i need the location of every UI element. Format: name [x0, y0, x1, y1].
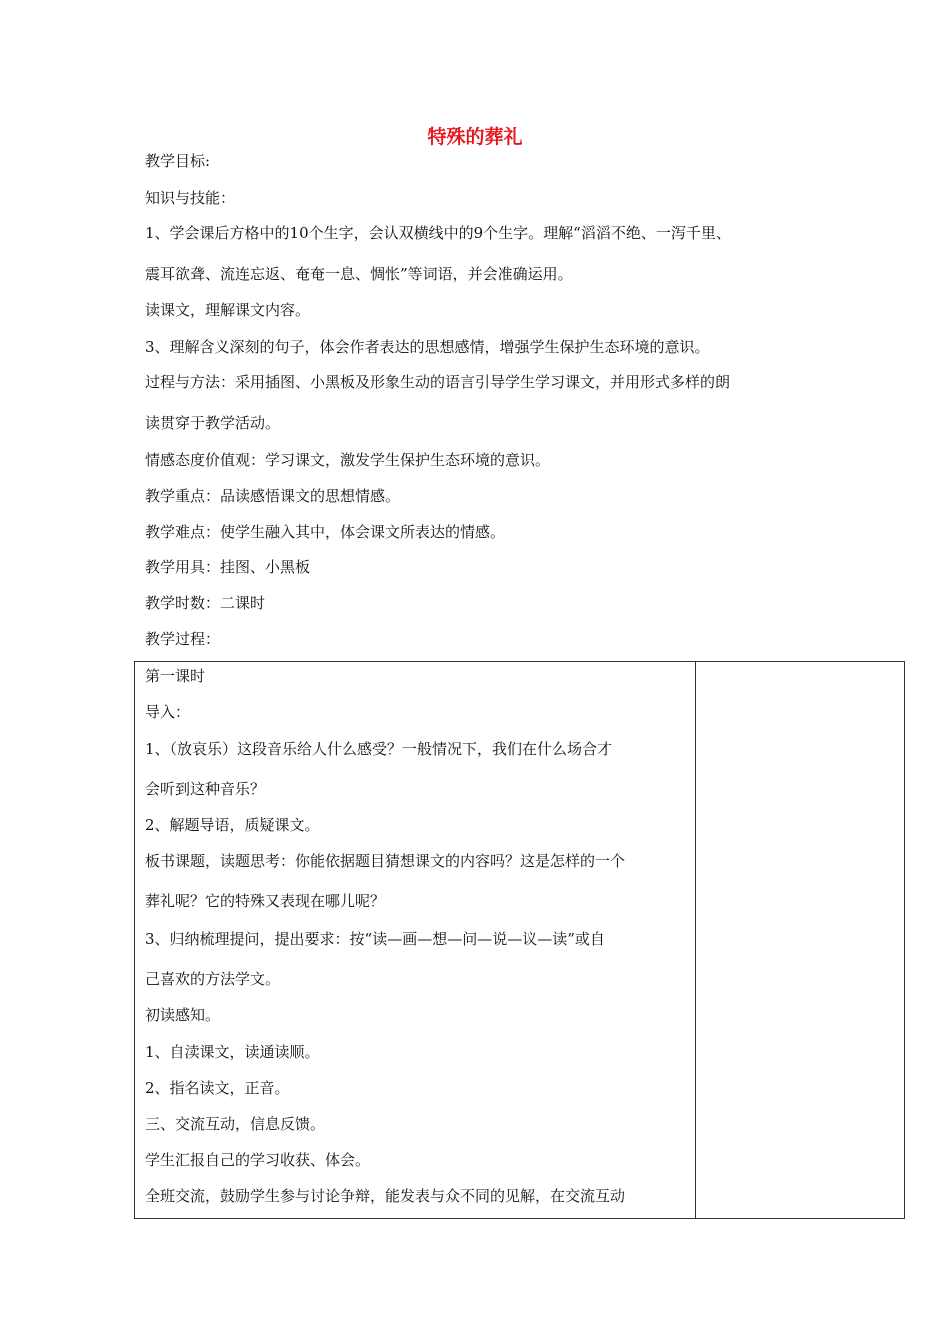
paragraph-line: 教学过程：: [145, 630, 221, 648]
table-row: 3、归纳梳理提问，提出要求：按“读—画—想—问—说—议—读”或自: [145, 930, 605, 948]
table-row: 板书课题，读题思考：你能依据题目猜想课文的内容吗？这是怎样的一个: [145, 852, 626, 870]
table-row: 会听到这种音乐？: [145, 780, 266, 798]
paragraph-line: 教学时数：二课时: [145, 594, 266, 612]
paragraph-line: 读课文，理解课文内容。: [145, 301, 311, 319]
table-row: 2、解题导语，质疑课文。: [145, 816, 320, 834]
paragraph-line: 震耳欲聋、流连忘返、奄奄一息、惆怅”等词语，并会准确运用。: [145, 265, 573, 283]
table-row: 葬礼呢？它的特殊又表现在哪儿呢？: [145, 892, 386, 910]
paragraph-line: 3、理解含义深刻的句子，体会作者表达的思想感情，增强学生保护生态环境的意识。: [145, 338, 710, 356]
paragraph-line: 读贯穿于教学活动。: [145, 414, 281, 432]
table-row: 1、自渎课文，读通读顺。: [145, 1043, 320, 1061]
notes-column: [696, 662, 904, 1218]
table-row: 导入：: [145, 703, 191, 721]
table-row: 己喜欢的方法学文。: [145, 970, 281, 988]
knowledge-skills-heading: 知识与技能：: [145, 189, 236, 207]
paragraph-line: 过程与方法：采用插图、小黑板及形象生动的语言引导学生学习课文，并用形式多样的朗: [145, 373, 731, 391]
paragraph-line: 教学用具：挂图、小黑板: [145, 558, 311, 576]
table-row: 第一课时: [145, 667, 206, 685]
paragraph-line: 教学难点：使学生融入其中，体会课文所表达的情感。: [145, 523, 506, 541]
paragraph-line: 教学重点：品读感悟课文的思想情感。: [145, 487, 401, 505]
table-row: 2、指名读文，正音。: [145, 1079, 290, 1097]
paragraph-line: 情感态度价值观：学习课文，激发学生保护生态环境的意识。: [145, 451, 551, 469]
table-row: 三、交流互动，信息反馈。: [145, 1115, 326, 1133]
table-row: 全班交流，鼓励学生参与讨论争辩，能发表与众不同的见解，在交流互动: [145, 1187, 626, 1205]
page-title: 特殊的葬礼: [427, 126, 523, 148]
table-row: 初读感知。: [145, 1006, 221, 1024]
table-row: 1、（放哀乐）这段音乐给人什么感受？一般情况下，我们在什么场合才: [145, 740, 613, 758]
paragraph-line: 1、学会课后方格中的10个生字，会认双横线中的9个生字。理解“滔滔不绝、一泻千里、: [145, 224, 731, 242]
lesson-table: [134, 661, 905, 1219]
table-row: 学生汇报自己的学习收获、体会。: [145, 1151, 371, 1169]
objectives-heading: 教学目标:: [145, 152, 211, 170]
